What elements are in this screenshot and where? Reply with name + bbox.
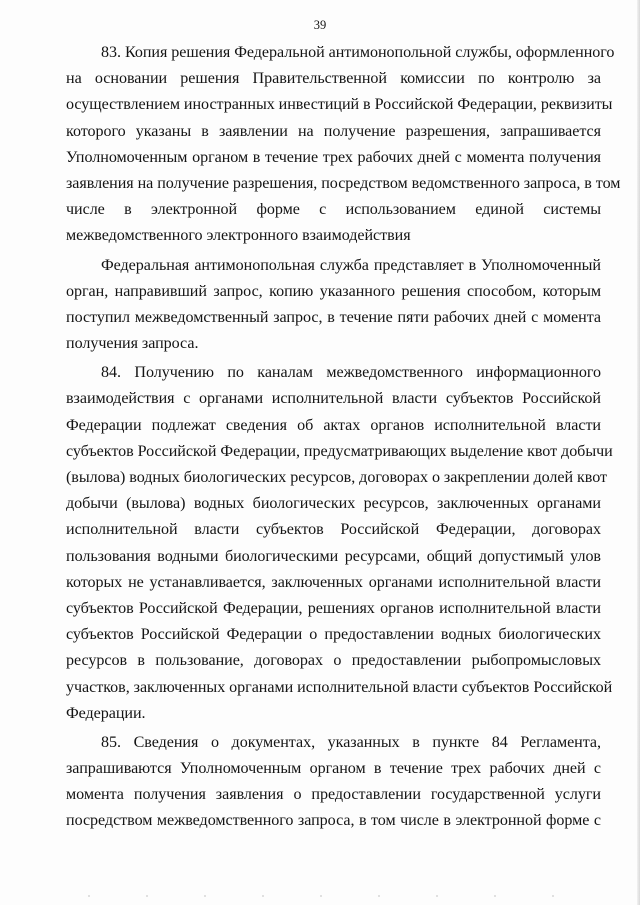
document-body — [66, 40, 621, 835]
text-line: орган, направивший запрос, копию указанного решения способом, которым — [66, 282, 601, 300]
text-line: посредством межведомственного запроса, в том числе в электронной форме с — [66, 812, 601, 830]
text-line: субъектов Российской Федерации, решениях органов исполнительной власти — [66, 599, 601, 617]
text-line: заявления на получение разрешения, посредством ведомственного запроса, в том — [66, 174, 621, 192]
text-line: осуществлением иностранных инвестиций в Российской Федерации, реквизиты — [66, 96, 613, 114]
text-line: исполнительной власти субъектов Российской Федерации, договорах — [66, 521, 601, 539]
text-line: Федерации. — [66, 704, 146, 722]
text-line: 85. Сведения о документах, указанных в пункте 84 Регламента, — [101, 733, 601, 751]
text-line: межведомственного электронного взаимодействия — [66, 227, 411, 245]
paragraph-84 — [66, 360, 613, 727]
text-line: 83. Копия решения Федеральной антимонопольной службы, оформленного — [101, 44, 615, 61]
text-line: субъектов Российской Федерации о предоставлении водных биологических — [66, 626, 601, 644]
text-line: момента получения заявления о предоставлении государственной услуги — [66, 786, 601, 804]
page-number: 39 — [313, 18, 327, 32]
text-line: Федерации подлежат сведения об актах органов исполнительной власти — [66, 416, 601, 434]
text-line: взаимодействия с органами исполнительной власти субъектов Российской — [66, 390, 601, 408]
text-line: на основании решения Правительственной комиссии по контролю за — [66, 70, 601, 88]
text-line: (вылова) водных биологических ресурсов, договорах о закреплении долей квот — [66, 469, 607, 486]
text-line: которых не устанавливается, заключенных органами исполнительной власти — [66, 573, 601, 591]
text-line: поступил межведомственный запрос, в течение пяти рабочих дней с момента — [66, 308, 601, 326]
paragraph-fas-response — [66, 253, 601, 358]
text-line: добычи (вылова) водных биологических ресурсов, заключенных органами — [66, 495, 601, 513]
text-line: субъектов Российской Федерации, предусматривающих выделение квот добычи — [66, 442, 613, 460]
text-line: Федеральная антимонопольная служба представляет в Уполномоченный — [101, 256, 601, 274]
scan-noise — [60, 895, 580, 897]
text-line: которого указаны в заявлении на получение разрешения, запрашивается — [66, 122, 601, 140]
text-line: получения запроса. — [66, 335, 199, 353]
text-line: пользования водными биологическими ресурсами, общий допустимый улов — [66, 547, 601, 565]
text-line: запрашиваются Уполномоченным органом в течение трех рабочих дней с — [66, 760, 601, 778]
text-line: участков, заключенных органами исполнительной власти субъектов Российской — [66, 678, 613, 696]
paragraph-83 — [66, 40, 621, 250]
text-line: ресурсов в пользование, договорах о предоставлении рыбопромысловых — [66, 652, 601, 670]
text-line: Уполномоченным органом в течение трех рабочих дней с момента получения — [66, 148, 601, 166]
paragraph-85 — [66, 730, 601, 835]
text-line: числе в электронной форме с использованием единой системы — [66, 201, 601, 219]
text-line: 84. Получению по каналам межведомственного информационного — [101, 364, 601, 382]
